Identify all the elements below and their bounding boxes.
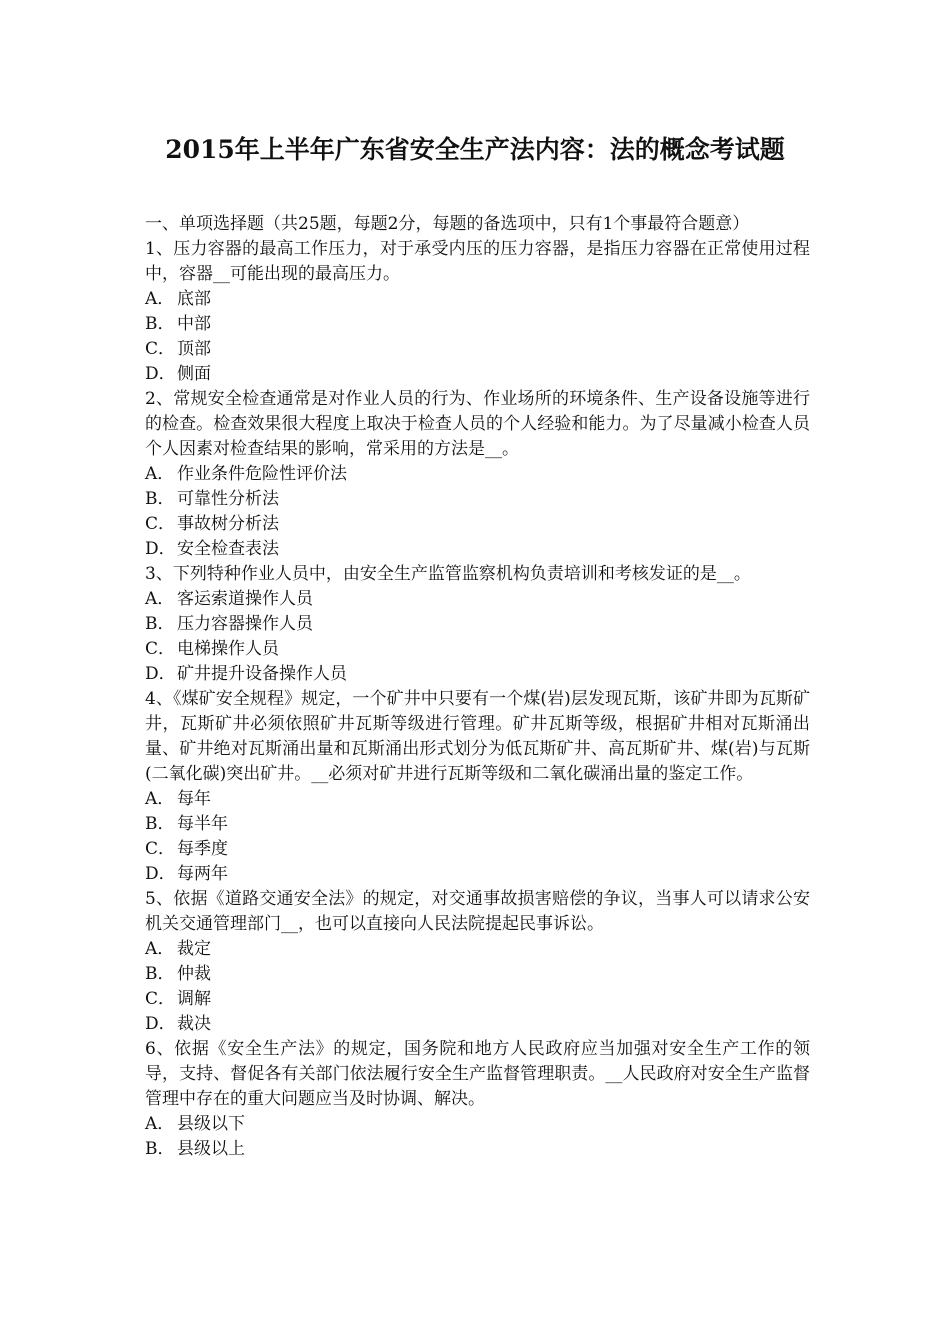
option-d: [145, 537, 810, 562]
option-text: 可靠性分析法: [177, 489, 279, 509]
option-text: 每年: [177, 789, 211, 809]
option-b: [145, 1137, 810, 1162]
option-a: [145, 1112, 810, 1137]
option-a: [145, 462, 810, 487]
option-text: 仲裁: [177, 964, 211, 984]
document-title: 2015年上半年广东省安全生产法内容：法的概念考试题: [165, 135, 785, 164]
option-letter: A．: [145, 589, 175, 609]
option-letter: B．: [145, 314, 175, 334]
option-c: [145, 512, 810, 537]
option-d: [145, 862, 810, 887]
option-letter: B．: [145, 489, 175, 509]
question-block: [145, 562, 810, 687]
option-d: [145, 1012, 810, 1037]
option-text: 电梯操作人员: [177, 639, 279, 659]
question-block: [145, 1037, 810, 1162]
option-text: 每半年: [177, 814, 228, 834]
option-letter: A．: [145, 939, 175, 959]
option-text: 安全检查表法: [177, 539, 279, 559]
option-text: 压力容器操作人员: [177, 614, 313, 634]
option-letter: A．: [145, 1114, 175, 1134]
section-heading: 一、单项选择题（共25题，每题2分，每题的备选项中，只有1个事最符合题意）: [145, 214, 750, 234]
option-text: 矿井提升设备操作人员: [177, 664, 347, 684]
option-letter: B．: [145, 814, 175, 834]
option-letter: C．: [145, 514, 176, 534]
option-text: 县级以上: [177, 1139, 245, 1159]
option-d: [145, 362, 810, 387]
option-text: 裁决: [177, 1014, 211, 1034]
option-b: [145, 612, 810, 637]
option-c: [145, 987, 810, 1012]
option-text: 裁定: [177, 939, 211, 959]
option-b: [145, 812, 810, 837]
document-body: [145, 212, 810, 1162]
option-text: 侧面: [177, 364, 211, 384]
option-text: 调解: [177, 989, 211, 1009]
option-c: [145, 637, 810, 662]
option-c: [145, 337, 810, 362]
option-letter: D．: [145, 1014, 176, 1034]
option-letter: C．: [145, 639, 176, 659]
option-letter: C．: [145, 339, 176, 359]
option-letter: C．: [145, 989, 176, 1009]
option-text: 顶部: [177, 339, 211, 359]
option-a: [145, 937, 810, 962]
option-letter: D．: [145, 664, 176, 684]
option-text: 每季度: [177, 839, 228, 859]
option-d: [145, 662, 810, 687]
option-text: 每两年: [177, 864, 228, 884]
option-a: [145, 787, 810, 812]
option-letter: A．: [145, 464, 175, 484]
question-stem: 1、压力容器的最高工作压力，对于承受内压的压力容器，是指压力容器在正常使用过程中，容器__可能出现的最高压力。: [145, 239, 810, 284]
option-letter: D．: [145, 864, 176, 884]
question-block: [145, 237, 810, 387]
option-letter: D．: [145, 364, 176, 384]
option-letter: B．: [145, 964, 175, 984]
option-letter: C．: [145, 839, 176, 859]
question-stem: 5、依据《道路交通安全法》的规定，对交通事故损害赔偿的争议，当事人可以请求公安机关交通管理部门__，也可以直接向人民法院提起民事诉讼。: [145, 889, 810, 934]
question-block: [145, 887, 810, 1037]
question-stem: 2、常规安全检查通常是对作业人员的行为、作业场所的环境条件、生产设备设施等进行的检查。检查效果很大程度上取决于检查人员的个人经验和能力。为了尽量减小检查人员个人因素对检查结果的影响，常采用的方法是__。: [145, 389, 810, 459]
option-text: 事故树分析法: [177, 514, 279, 534]
option-letter: B．: [145, 614, 175, 634]
option-text: 客运索道操作人员: [177, 589, 313, 609]
option-text: 作业条件危险性评价法: [177, 464, 347, 484]
option-b: [145, 312, 810, 337]
option-text: 中部: [177, 314, 211, 334]
question-block: [145, 387, 810, 562]
option-a: [145, 287, 810, 312]
option-letter: D．: [145, 539, 176, 559]
question-stem: 3、下列特种作业人员中，由安全生产监管监察机构负责培训和考核发证的是__。: [145, 564, 751, 584]
option-b: [145, 487, 810, 512]
option-b: [145, 962, 810, 987]
option-letter: A．: [145, 289, 175, 309]
question-block: [145, 687, 810, 887]
option-letter: A．: [145, 789, 175, 809]
option-letter: B．: [145, 1139, 175, 1159]
question-stem: 6、依据《安全生产法》的规定，国务院和地方人民政府应当加强对安全生产工作的领导，支持、督促各有关部门依法履行安全生产监督管理职责。__人民政府对安全生产监督管理中存在的重大问题应当及时协调、解决。: [145, 1039, 810, 1109]
question-stem: 4、《煤矿安全规程》规定，一个矿井中只要有一个煤(岩)层发现瓦斯，该矿井即为瓦斯矿井，瓦斯矿井必须依照矿井瓦斯等级进行管理。矿井瓦斯等级，根据矿井相对瓦斯涌出量、矿井绝对瓦斯涌出量和瓦斯涌出形式划分为低瓦斯矿井、高瓦斯矿井、煤(岩)与瓦斯(二氧化碳)突出矿井。__必须对矿井进行瓦斯等级和二氧化碳涌出量的鉴定工作。: [145, 689, 810, 784]
option-text: 县级以下: [177, 1114, 245, 1134]
option-text: 底部: [177, 289, 211, 309]
option-c: [145, 837, 810, 862]
option-a: [145, 587, 810, 612]
